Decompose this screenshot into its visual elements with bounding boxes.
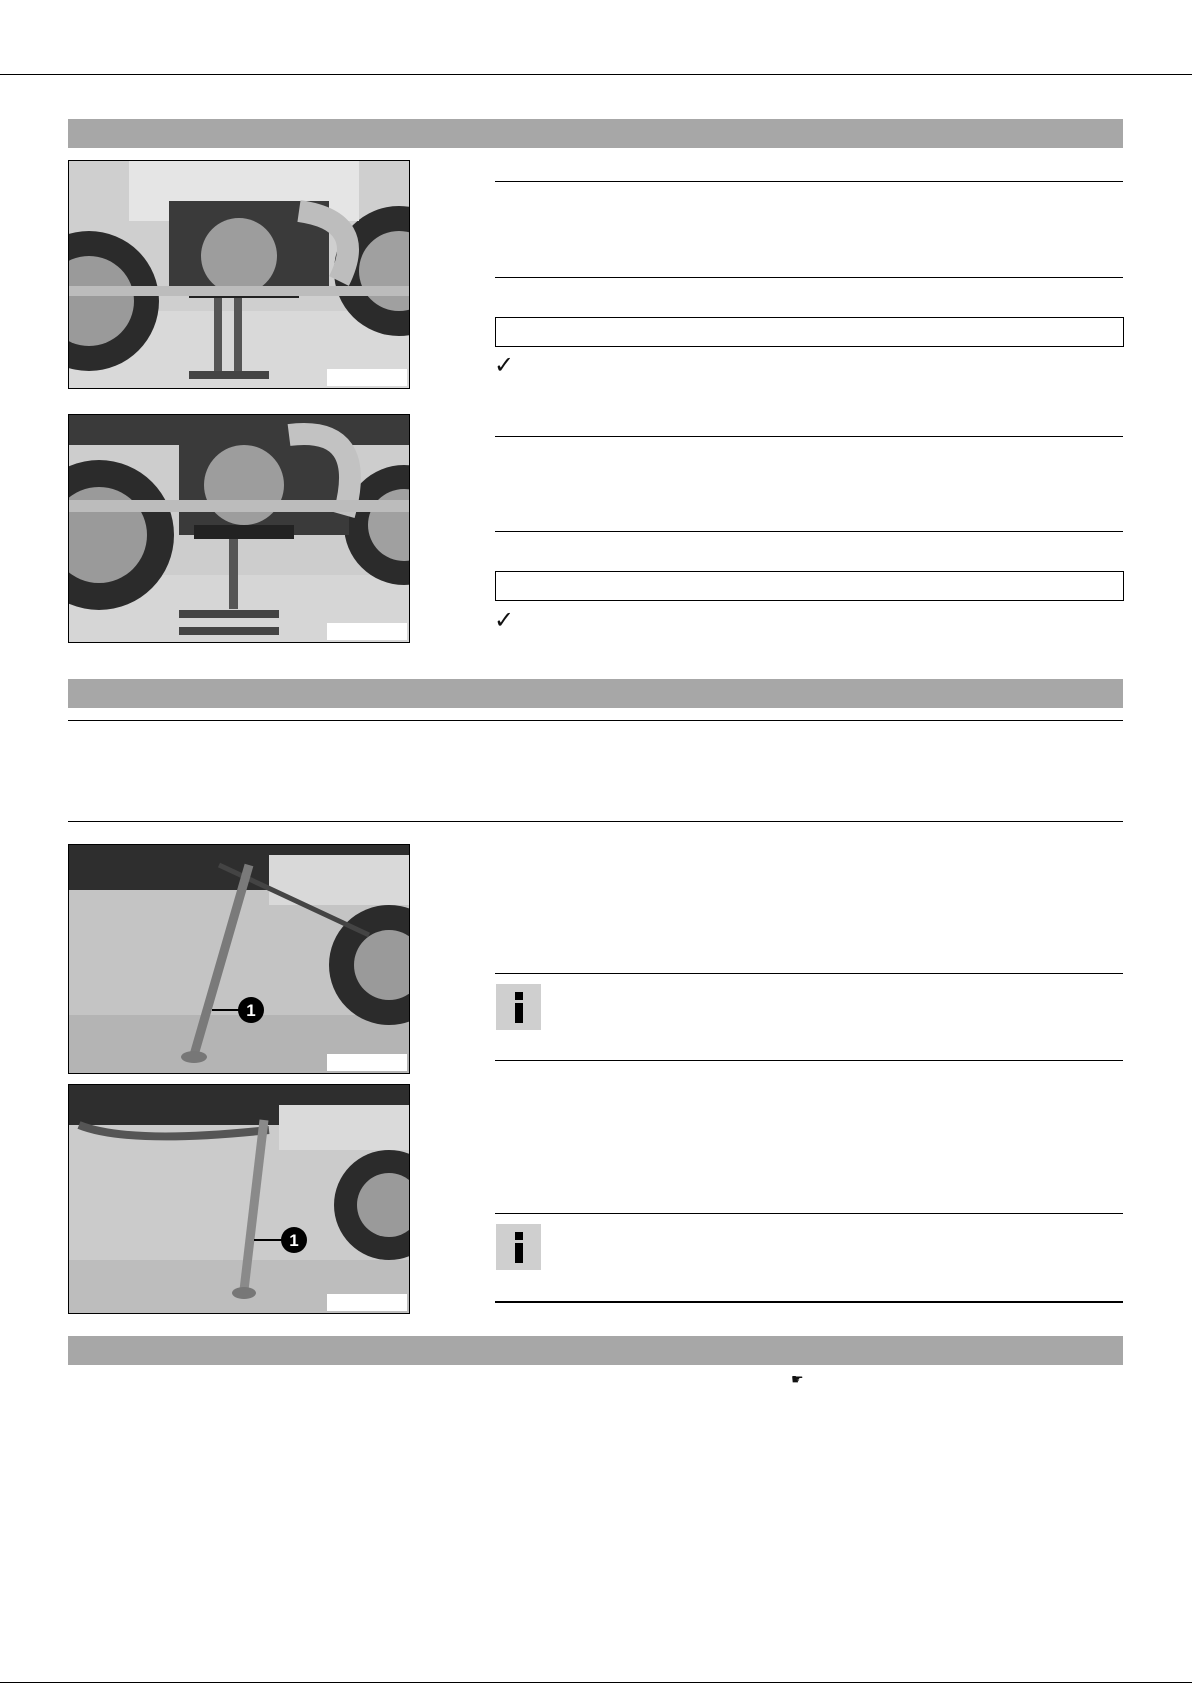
rule bbox=[495, 531, 1123, 532]
rule bbox=[495, 1060, 1123, 1061]
rule bbox=[495, 1301, 1123, 1303]
rule bbox=[68, 821, 1123, 822]
rule bbox=[495, 181, 1123, 182]
rule bbox=[495, 277, 1123, 278]
photo-id-label-2 bbox=[327, 623, 407, 640]
check-icon: ✓ bbox=[494, 351, 515, 379]
side-stand-photo-2 bbox=[69, 1085, 409, 1313]
spec-box-2 bbox=[495, 571, 1124, 601]
callout-1: 1 bbox=[246, 1001, 256, 1020]
side-stand-photo-1 bbox=[69, 845, 409, 1073]
motorcycle-photo-1 bbox=[69, 161, 409, 388]
photo-id-label-4 bbox=[327, 1294, 407, 1311]
pointing-hand-icon: ☛ bbox=[791, 1372, 804, 1388]
rule bbox=[495, 973, 1123, 974]
photo-side-stand-1 bbox=[68, 844, 410, 1074]
section-heading-bar-1 bbox=[68, 119, 1123, 148]
header-rule bbox=[0, 74, 1192, 75]
callout-1: 1 bbox=[289, 1231, 299, 1250]
rule bbox=[68, 720, 1123, 721]
photo-id-label-1 bbox=[327, 369, 407, 386]
motorcycle-photo-2 bbox=[69, 415, 409, 642]
photo-bike-on-stand-2 bbox=[68, 414, 410, 643]
info-icon bbox=[496, 984, 541, 1030]
rule bbox=[495, 436, 1123, 437]
footer-rule bbox=[0, 1682, 1192, 1683]
rule bbox=[495, 1213, 1123, 1214]
photo-bike-on-stand-1 bbox=[68, 160, 410, 389]
photo-side-stand-2 bbox=[68, 1084, 410, 1314]
info-icon bbox=[496, 1224, 541, 1270]
check-icon: ✓ bbox=[494, 606, 515, 634]
section-heading-bar-3 bbox=[68, 1336, 1123, 1365]
section-heading-bar-2 bbox=[68, 679, 1123, 708]
photo-id-label-3 bbox=[327, 1054, 407, 1071]
spec-box-1 bbox=[495, 317, 1124, 347]
